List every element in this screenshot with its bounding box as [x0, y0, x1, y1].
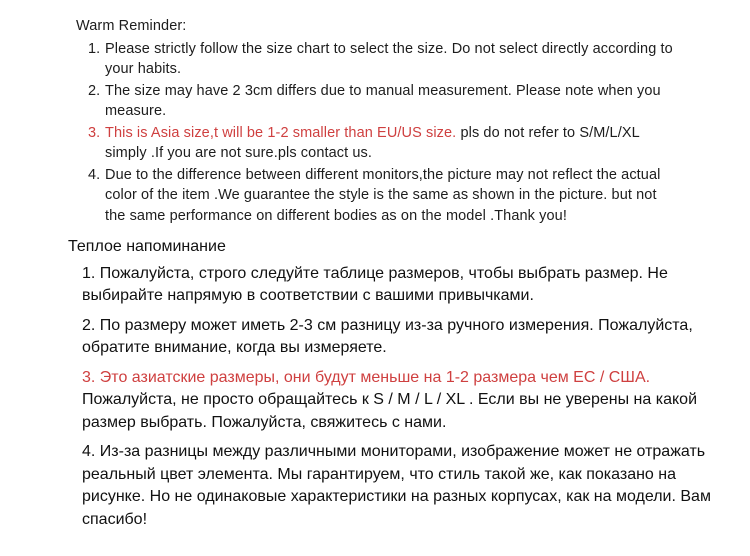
paragraph — [82, 367, 720, 435]
item-number: 1. — [88, 40, 101, 57]
list-item — [88, 165, 680, 227]
item-text: pls do not refer to S/M/L/XL simply .If you are not sure.pls contact us. — [105, 124, 640, 161]
paragraph-text: 1. Пожалуйста, строго следуйте таблице размеров, чтобы выбрать размер. Не выбирайте напрямую в соответствии с вашими привычками. — [82, 264, 668, 304]
item-text-highlighted: This is Asia size,t will be 1-2 smaller than EU/US size. — [105, 124, 457, 141]
english-title: Warm Reminder: — [76, 18, 187, 34]
english-list — [88, 39, 680, 227]
paragraph-text: Пожалуйста, не просто обращайтесь к S / M / L / XL . Если вы не уверены на какой размер выбрать. Пожалуйста, свяжитесь с нами. — [82, 391, 697, 431]
item-text: The size may have 2 3cm differs due to manual measurement. Please note when you measure. — [105, 82, 661, 119]
paragraph-text: 2. По размеру может иметь 2-3 см разницу из-за ручного измерения. Пожалуйста, обратите внимание, когда вы измеряете. — [82, 316, 693, 356]
paragraph-text-highlighted: 3. Это азиатские размеры, они будут меньше на 1-2 размера чем ЕС / США. — [82, 368, 651, 386]
item-text: Due to the difference between different monitors,the picture may not reflect the actual color of the item .We guarantee the style is the same as shown in the picture. but not the same performance on different bodies as on the model .Thank you! — [105, 166, 661, 224]
list-item — [88, 81, 680, 122]
paragraph — [82, 263, 720, 308]
paragraph — [82, 315, 720, 360]
item-text: Please strictly follow the size chart to select the size. Do not select directly according to your habits. — [105, 40, 673, 77]
list-item — [88, 39, 680, 80]
item-number: 2. — [88, 82, 101, 99]
paragraph-text: 4. Из-за разницы между различными мониторами, изображение может не отражать реальный цвет элемента. Мы гарантируем, что стиль такой же, как показано на рисунке. Но не одинаковые характеристики на разных корпусах, как на модели. Вам спасибо! — [82, 443, 711, 528]
list-item — [88, 123, 680, 164]
russian-section — [68, 236, 720, 531]
item-number: 3. — [88, 124, 101, 141]
item-number: 4. — [88, 166, 101, 183]
russian-title: Теплое напоминание — [68, 238, 226, 255]
paragraph — [82, 441, 720, 531]
english-section — [68, 16, 720, 226]
